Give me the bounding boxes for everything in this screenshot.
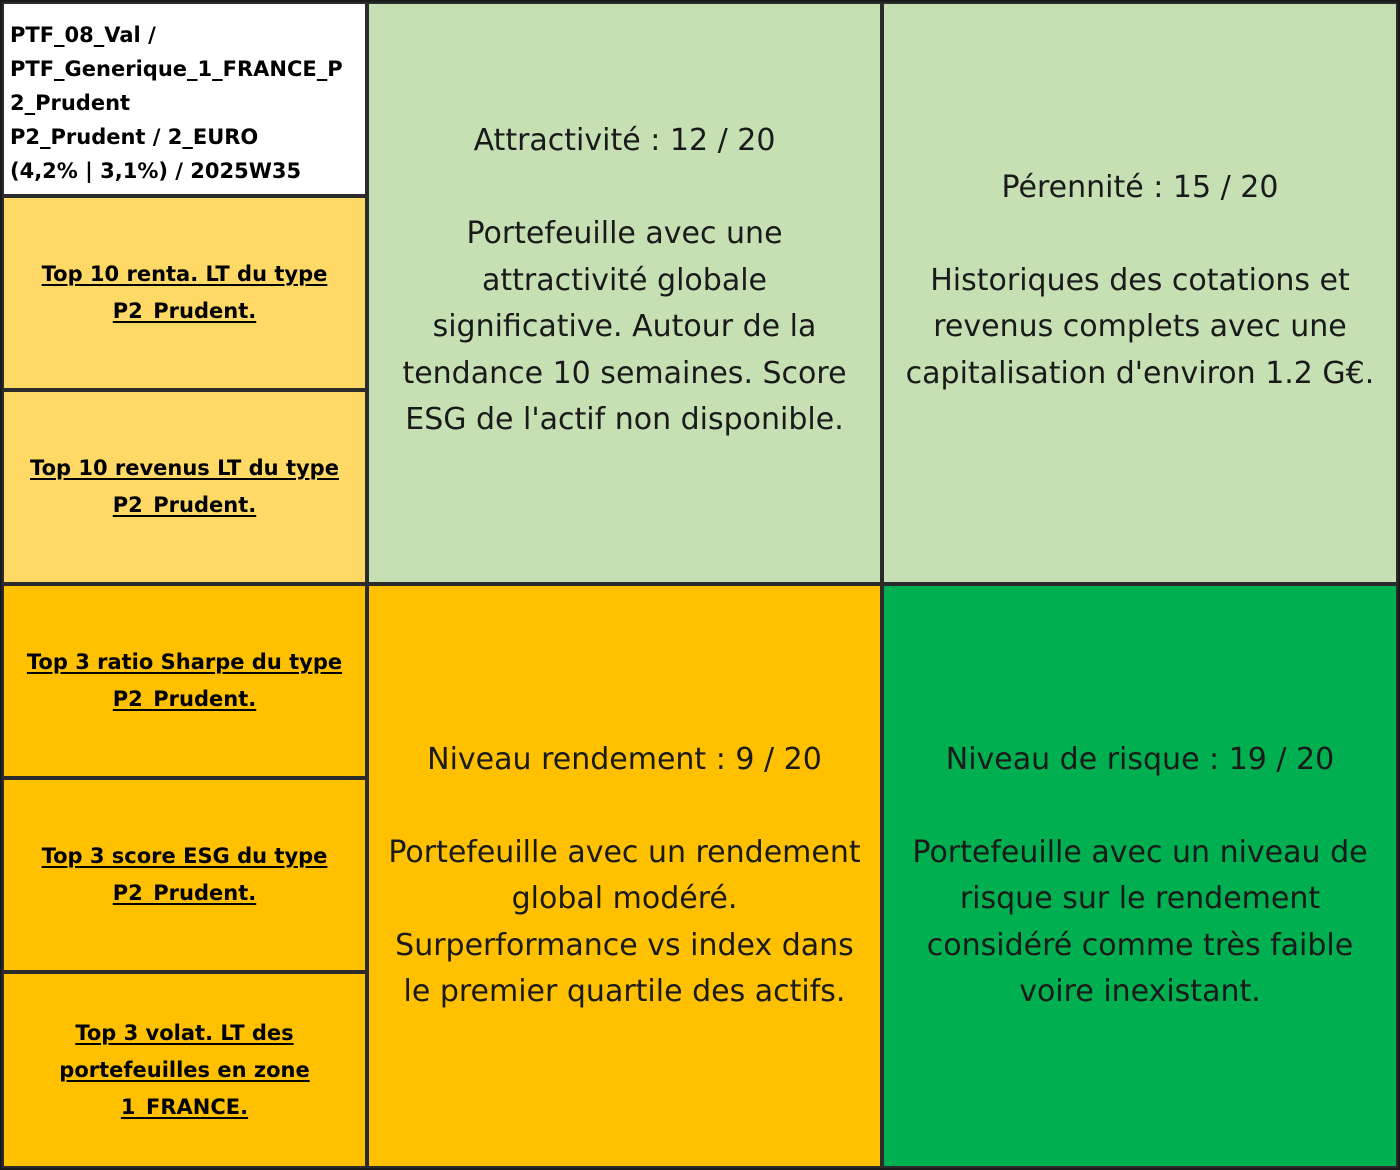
header-line: PTF_08_Val / [10,23,156,47]
perennite-title: Pérennité : 15 / 20 [1001,169,1279,205]
link-top10-renta-text[interactable] [42,256,328,330]
link-line: Top 10 revenus LT du type [30,456,339,480]
link-line: Top 3 ratio Sharpe du type [26,650,343,674]
rendement-title: Niveau rendement : 9 / 20 [427,741,822,777]
attractivite-line: significative. Autour de la [432,309,817,345]
perennite-line: capitalisation d'environ 1.2 G€. [905,355,1375,391]
link-top3-sharpe-text[interactable] [27,644,342,718]
attractivite-block [402,118,846,444]
risque-line: Portefeuille avec un niveau de [912,834,1368,870]
rendement-line: Surperformance vs index dans [395,927,854,963]
link-line: Top 3 volat. LT des [75,1020,294,1045]
link-top3-sharpe[interactable] [2,584,367,778]
link-line: P2_Prudent. [112,687,257,711]
attractivite-line: Portefeuille avec une [466,216,783,252]
link-top10-renta[interactable] [2,196,367,390]
rendement-line: Portefeuille avec un rendement [388,834,861,870]
link-top3-volat-text[interactable] [59,1015,309,1126]
risque-title: Niveau de risque : 19 / 20 [945,741,1335,777]
perennite-line: Historiques des cotations et [930,262,1350,298]
link-top10-revenus[interactable] [2,390,367,584]
rendement-line: le premier quartile des actifs. [403,974,846,1009]
link-line: 1_FRANCE. [120,1094,249,1119]
link-top3-volat[interactable] [2,972,367,1168]
header-line: (4,2% | 3,1%) / 2025W35 [10,159,302,183]
perennite-block [906,165,1375,398]
attractivite-line: attractivité globale [481,262,767,298]
link-top3-esg-text[interactable] [42,838,328,912]
risque-line: considéré comme très faible [926,927,1354,963]
portfolio-header [2,2,367,196]
rendement-line: global modéré. [511,881,738,916]
attractivite-line: tendance 10 semaines. Score [402,355,847,391]
link-line: Top 10 renta. LT du type [41,262,328,286]
link-line: P2_Prudent. [112,299,257,323]
risque-line: risque sur le rendement [959,881,1321,916]
header-line: 2_Prudent [10,91,131,115]
attractivite-title: Attractivité : 12 / 20 [473,123,776,159]
header-line: PTF_Generique_1_FRANCE_P [10,57,343,81]
attractivite-line: ESG de l'actif non disponible. [405,402,844,438]
link-line: Top 3 score ESG du type [41,844,328,868]
attractivite-cell [367,2,882,584]
risque-cell [882,584,1398,1168]
link-line: P2_Prudent. [112,493,257,517]
risque-block [912,737,1367,1016]
header-line: P2_Prudent / 2_EURO [10,125,259,149]
perennite-line: revenus complets avec une [933,309,1347,345]
link-top10-revenus-text[interactable] [30,450,339,524]
rendement-block [388,737,860,1016]
portfolio-header-text [10,18,343,188]
link-line: portefeuilles en zone [59,1057,310,1082]
link-line: P2_Prudent. [112,881,257,905]
risque-line: voire inexistant. [1019,974,1261,1009]
link-top3-esg[interactable] [2,778,367,972]
perennite-cell [882,2,1398,584]
rendement-cell [367,584,882,1168]
